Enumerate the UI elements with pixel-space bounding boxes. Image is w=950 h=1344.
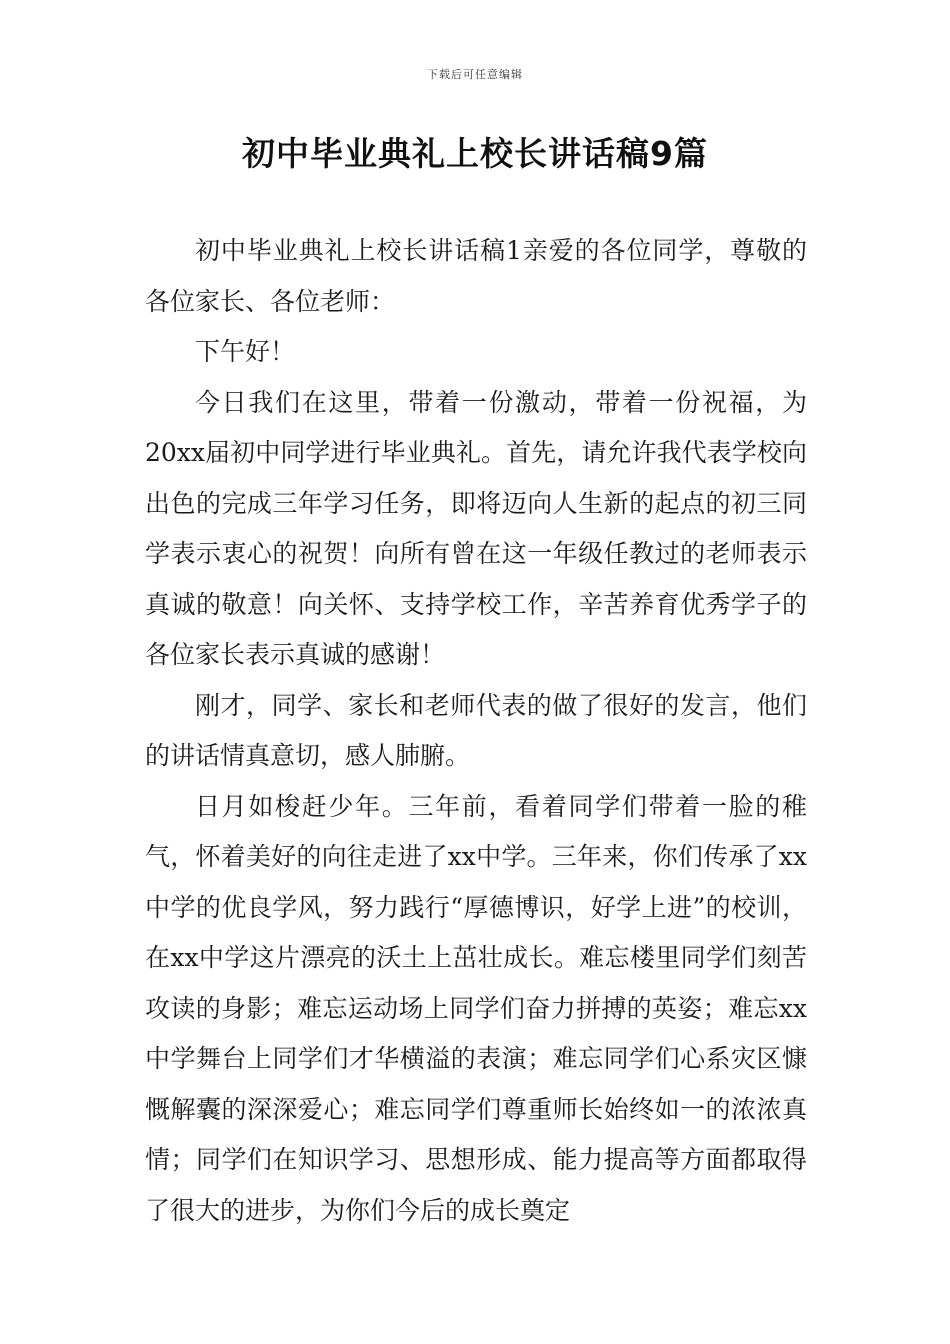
paragraph-speeches: 刚才，同学、家长和老师代表的做了很好的发言，他们的讲话情真意切，感人肺腑。 — [145, 690, 807, 770]
paragraph-greeting-line: 初中毕业典礼上校长讲话稿1亲爱的各位同学，尊敬的各位家长、各位老师： — [145, 236, 807, 316]
paragraph-memories: 日月如梭赶少年。三年前，看着同学们带着一脸的稚气，怀着美好的向往走进了xx中学。三年来，你们传承了xx中学的优良学风，努力践行“厚德博识，好学上进”的校训，在xx中学这片漂亮的沃土上茁壮成长。难忘楼里同学们刻苦攻读的身影；难忘运动场上同学们奋力拼搏的英姿；难忘xx中学舞台上同学们才华横溢的表演；难忘同学们心系灾区慷慨解囊的深深爱心；难忘同学们尊重师长始终如一的浓浓真情；同学们在知识学习、思想形成、能力提高等方面都取得了很大的进步，为你们今后的成长奠定 — [145, 791, 807, 1225]
document-body — [145, 226, 807, 1236]
paragraph-opening: 今日我们在这里，带着一份激动，带着一份祝福，为20xx届初中同学进行毕业典礼。首先，请允许我代表学校向出色的完成三年学习任务，即将迈向人生新的起点的初三同学表示衷心的祝贺！向所有曾在这一年级任教过的老师表示真诚的敬意！向关怀、支持学校工作，辛苦养育优秀学子的各位家长表示真诚的感谢！ — [145, 387, 807, 669]
paragraph-good-afternoon: 下午好！ — [195, 337, 296, 366]
document-title: 初中毕业典礼上校长讲话稿9篇 — [242, 134, 708, 173]
header-note: 下载后可任意编辑 — [427, 68, 523, 81]
